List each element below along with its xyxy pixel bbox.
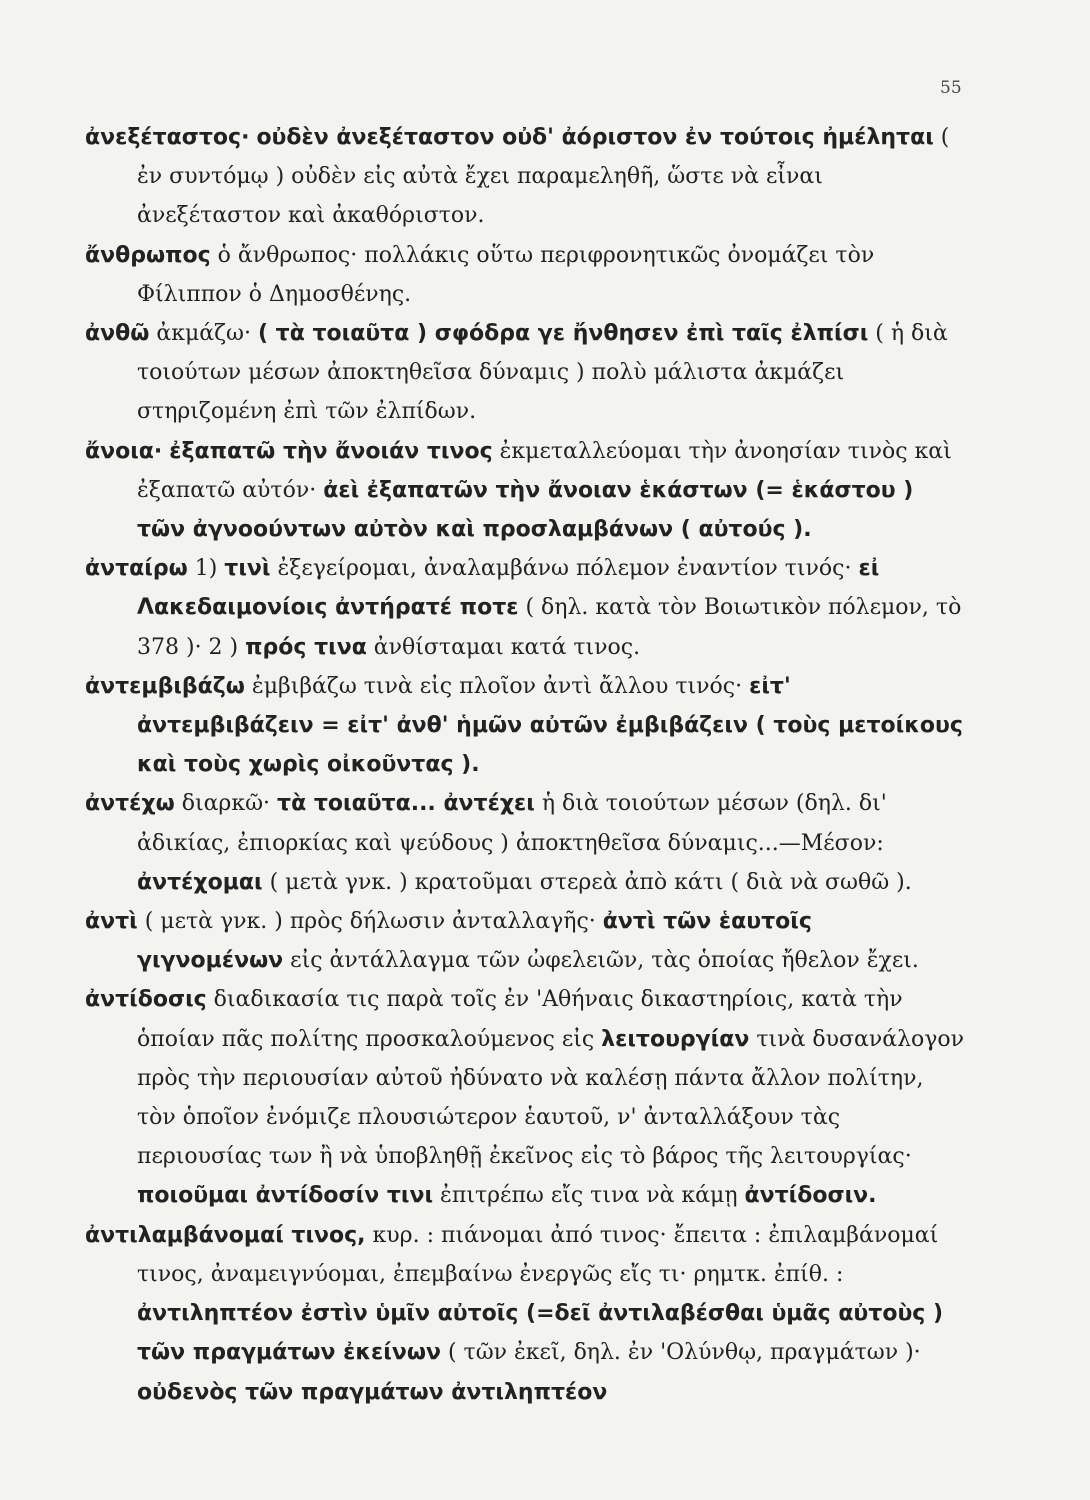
bold-phrase: ἀντέχομαι	[137, 869, 263, 895]
entry-text: ἐμβιβάζω τινὰ εἰς πλοῖον ἀντὶ ἄλλου τινός·	[244, 673, 750, 699]
bold-phrase: τινὶ	[224, 556, 271, 582]
bold-phrase: εἰτ' ἀντεμβιβάζειν = εἰτ' ἀνθ' ἡμῶν αὐτῶν ἐμβιβάζειν ( τοὺς μετοίκους καὶ τοὺς χωρὶς οἰκοῦντας ).	[137, 673, 963, 778]
dictionary-entry	[85, 236, 965, 314]
entry-text: τινὰ δυσανάλογον πρὸς τὴν περιουσίαν αὐτοῦ ἠδύνατο νὰ καλέσῃ πάντα ἄλλον πολίτην, τὸν ὁποῖον ἐνόμιζε πλουσιώτερον ἑαυτοῦ, ν' ἀνταλλάξουν τὰς περιουσίας των ἢ νὰ ὑποβληθῇ ἐκεῖνος εἰς τὸ βάρος τῆς λειτουργίας·	[137, 1026, 965, 1170]
entry-text: ( ἐν συντόμῳ ) οὐδὲν εἰς αὐτὰ ἔχει παραμεληθῆ, ὥστε νὰ εἶναι ἀνεξέταστον καὶ ἀκαθόριστον.	[137, 125, 950, 229]
entry-text: ἡ διὰ τοιούτων μέσων (δηλ. δι' ἀδικίας, ἐπιορκίας καὶ ψεύδους ) ἀποκτηθεῖσα δύναμις...—Μέσον:	[137, 791, 887, 856]
dictionary-entry	[85, 118, 965, 236]
entry-headword: ἀντέχω	[85, 791, 175, 817]
entry-headword: ἀντίδοσις	[85, 987, 207, 1013]
entry-headword: ἀντὶ	[85, 909, 138, 935]
entry-headword: ἀνταίρω	[85, 556, 188, 582]
bold-phrase: ἐξαπατῶ τὴν ἄνοιάν τινος	[169, 438, 493, 464]
bold-phrase: ποιοῦμαι ἀντίδοσίν τινι	[137, 1183, 434, 1209]
entry-text: 1)	[187, 556, 225, 582]
entry-text: ἐκμεταλλεύομαι τὴν ἀνοησίαν τινὸς καὶ ἐξαπατῶ αὐτόν·	[137, 438, 952, 503]
dictionary-entry	[85, 980, 965, 1215]
dictionary-entry	[85, 784, 965, 902]
bold-phrase: εἰ Λακεδαιμονίοις ἀντήρατέ ποτε	[137, 556, 880, 621]
entry-headword: ἄνοια·	[85, 438, 163, 464]
entry-headword: ἄνθρωπος	[85, 242, 211, 268]
entry-text: ( μετὰ γνκ. ) κρατοῦμαι στερεὰ ἀπὸ κάτι ( διὰ νὰ σωθῶ ).	[262, 869, 912, 895]
entry-text: ἀνθίσταμαι κατά τινος.	[366, 634, 641, 660]
dictionary-entry	[85, 667, 965, 785]
bold-phrase: λειτουργίαν	[601, 1026, 750, 1052]
dictionary-entry	[85, 1216, 965, 1412]
bold-phrase: ἀντιληπτέον ἐστὶν ὑμῖν αὐτοῖς (=δεῖ ἀντιλαβέσθαι ὑμᾶς αὐτοὺς ) τῶν πραγμάτων ἐκείνων	[137, 1301, 944, 1366]
entry-text: διαδικασία τις παρὰ τοῖς ἐν 'Αθήναις δικαστηρίοις, κατὰ τὴν ὁποίαν πᾶς πολίτης προσκαλούμενος εἰς	[137, 987, 903, 1052]
entry-headword: ἀντεμβιβάζω	[85, 673, 245, 699]
dictionary-entry	[85, 314, 965, 432]
entry-text: ἀκμάζω·	[149, 321, 258, 347]
entry-text: ( τῶν ἐκεῖ, δηλ. ἐν 'Ολύνθῳ, πραγμάτων )·	[440, 1340, 921, 1366]
bold-phrase: ἀντίδοσιν.	[744, 1183, 877, 1209]
entry-headword: ἀνεξέταστος·	[85, 125, 250, 150]
bold-phrase: ( τὰ τοιαῦτα ) σφόδρα γε ἤνθησεν ἐπὶ ταῖς ἐλπίσι	[257, 321, 869, 347]
dictionary-entry	[85, 549, 965, 667]
page-number: 55	[940, 78, 962, 98]
entry-text: διαρκῶ·	[174, 791, 278, 817]
entry-text: κυρ. : πιάνομαι ἀπό τινος· ἔπειτα : ἐπιλαμβάνομαί τινος, ἀναμειγνύομαι, ἐπεμβαίνω ἐνεργῶς εἴς τι· ρημτκ. ἐπίθ. :	[137, 1222, 939, 1287]
bold-phrase: οὐδὲν ἀνεξέταστον οὐδ' ἀόριστον ἐν τούτοις ἠμέληται	[256, 125, 934, 150]
entry-text: ἐπιτρέπω εἴς τινα νὰ κάμῃ	[433, 1183, 745, 1209]
bold-phrase: οὐδενὸς τῶν πραγμάτων ἀντιληπτέον	[137, 1379, 608, 1405]
entry-list	[85, 118, 965, 1412]
entry-text: ( δηλ. κατὰ τὸν Βοιωτικὸν πόλεμον, τὸ 378 )· 2 )	[137, 595, 962, 660]
entry-text: ( ἡ διὰ τοιούτων μέσων ἀποκτηθεῖσα δύναμις ) πολὺ μάλιστα ἀκμάζει στηριζομένη ἐπὶ τῶν ἐλπίδων.	[137, 321, 948, 425]
bold-phrase: ἀντὶ τῶν ἑαυτοῖς γιγνομένων	[137, 909, 812, 974]
dictionary-entry	[85, 902, 965, 980]
entry-text: ὁ ἄνθρωπος· πολλάκις οὕτω περιφρονητικῶς ὀνομάζει τὸν Φίλιππον ὁ Δημοσθένης.	[137, 242, 875, 307]
bold-phrase: τὰ τοιαῦτα... ἀντέχει	[277, 791, 535, 817]
bold-phrase: πρός τινα	[245, 634, 367, 660]
bold-phrase: ἀεὶ ἐξαπατῶν τὴν ἄνοιαν ἑκάστων (= ἑκάστου ) τῶν ἀγνοούντων αὐτὸν καὶ προσλαμβάνων ( αὐτούς ).	[137, 477, 914, 543]
entry-text: εἰς ἀντάλλαγμα τῶν ὠφελειῶν, τὰς ὁποίας ἤθελον ἔχει.	[283, 948, 919, 974]
entry-headword: ἀντιλαμβάνομαί τινος,	[85, 1222, 366, 1248]
entry-text: ἐξεγείρομαι, ἀναλαμβάνω πόλεμον ἐναντίον τινός·	[270, 556, 859, 582]
dictionary-entry	[85, 432, 965, 550]
entry-headword: ἀνθῶ	[85, 321, 150, 347]
entry-text: ( μετὰ γνκ. ) πρὸς δήλωσιν ἀνταλλαγῆς·	[137, 909, 603, 935]
